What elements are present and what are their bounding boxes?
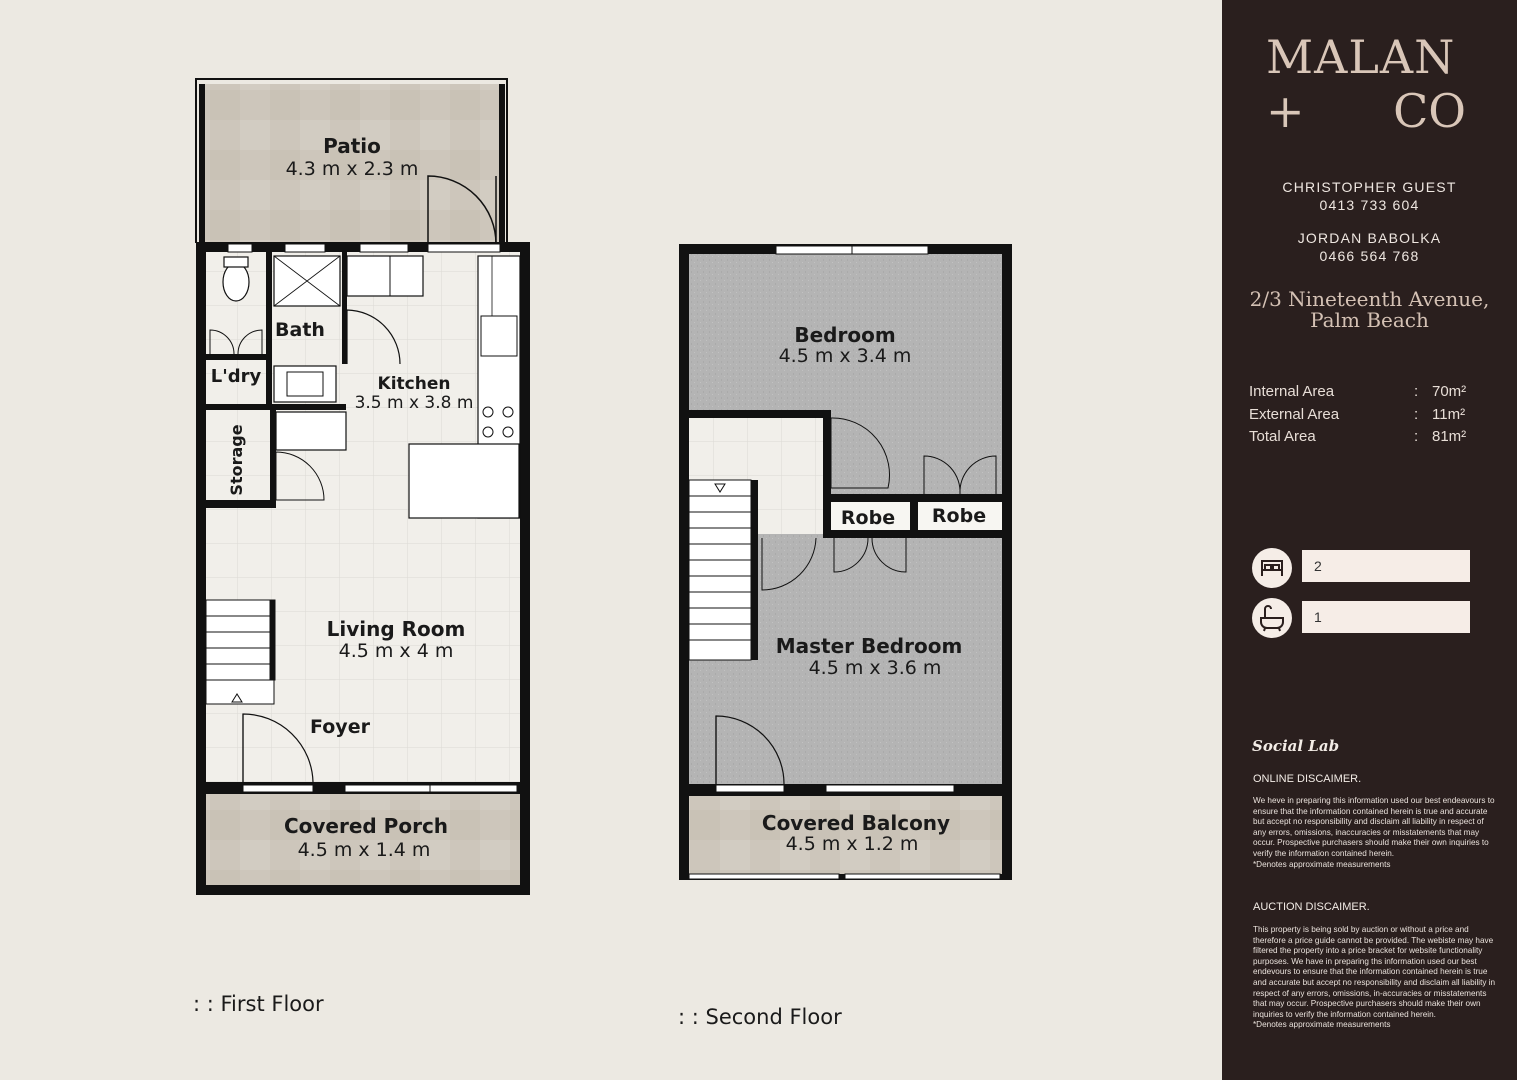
room-label-porch: Covered Porch xyxy=(283,814,449,838)
area-value: 81m² xyxy=(1432,428,1467,445)
agent-panel xyxy=(1222,0,1517,1080)
room-label-bath: Bath xyxy=(275,319,325,341)
room-label-balcony: Covered Balcony xyxy=(761,811,951,835)
disclaimer-note: *Denotes approximate measurements xyxy=(1253,859,1391,869)
area-sep: : xyxy=(1414,428,1419,445)
area-label: Total Area xyxy=(1249,428,1316,445)
agent-phone[interactable]: 0466 564 768 xyxy=(1319,248,1420,264)
room-size-kitchen: 3.5 m x 3.8 m xyxy=(354,393,474,413)
room-label-laundry: L'dry xyxy=(210,366,262,387)
area-sep: : xyxy=(1414,383,1419,400)
room-label-robe-1: Robe xyxy=(840,507,896,529)
stairs xyxy=(206,600,275,704)
room-label-robe-2: Robe xyxy=(931,505,987,527)
room-size-porch: 4.5 m x 1.4 m xyxy=(297,839,431,861)
bed-icon xyxy=(1252,548,1292,588)
agent-phone[interactable]: 0413 733 604 xyxy=(1319,197,1420,213)
room-label-bedroom: Bedroom xyxy=(794,323,896,347)
room-label-patio: Patio xyxy=(323,134,381,158)
agent-1 xyxy=(1222,178,1517,214)
area-value: 70m² xyxy=(1432,383,1467,400)
first-floor-caption: : : First Floor xyxy=(193,992,324,1016)
room-label-kitchen: Kitchen xyxy=(377,374,451,394)
agent-name: CHRISTOPHER GUEST xyxy=(1282,179,1457,195)
disclaimer-note: *Denotes approximate measurements xyxy=(1253,1020,1391,1030)
address-line-2: Palm Beach xyxy=(1310,308,1429,332)
stairs-second xyxy=(689,480,751,660)
producer-logo: Social Lab xyxy=(1252,737,1340,755)
brand-co: CO xyxy=(1393,84,1466,138)
property-address xyxy=(1222,289,1517,331)
area-sep: : xyxy=(1414,406,1419,423)
room-size-master: 4.5 m x 3.6 m xyxy=(808,657,942,679)
address-line-1: 2/3 Nineteenth Avenue, xyxy=(1249,287,1490,311)
disclaimer-body: We heve in preparing this information used our best endeavours to ensure that the information contained herein is true and accurate but accept no responsibility and disclaim all liability in respect of any errors, omissions, inaccuracies or misstatements that may occur. Prospective purchasers should make their own inquiries to verify the information contained herein. xyxy=(1253,796,1495,858)
disclaimer-text xyxy=(1253,796,1499,870)
bath-icon xyxy=(1252,598,1292,638)
area-label: Internal Area xyxy=(1249,383,1335,400)
agent-name: JORDAN BABOLKA xyxy=(1297,230,1442,246)
room-label-foyer: Foyer xyxy=(310,716,370,738)
second-floor xyxy=(678,246,1012,1029)
room-label-storage: Storage xyxy=(227,424,246,496)
area-label: External Area xyxy=(1249,406,1340,423)
room-size-balcony: 4.5 m x 1.2 m xyxy=(785,833,919,855)
brand-plus: + xyxy=(1266,84,1305,138)
brand-logo: MALAN xyxy=(1266,30,1456,84)
second-floor-caption: : : Second Floor xyxy=(678,1005,842,1029)
room-size-patio: 4.3 m x 2.3 m xyxy=(285,158,419,180)
room-size-bedroom: 4.5 m x 3.4 m xyxy=(778,345,912,367)
bedroom-count: 2 xyxy=(1302,550,1470,582)
room-label-living: Living Room xyxy=(326,617,466,641)
first-floor xyxy=(193,79,530,1016)
disclaimer-title: AUCTION DISCAIMER. xyxy=(1253,901,1370,913)
bathroom-count: 1 xyxy=(1302,601,1470,633)
room-size-living: 4.5 m x 4 m xyxy=(338,640,454,662)
agent-2 xyxy=(1222,229,1517,265)
room-label-master: Master Bedroom xyxy=(775,634,963,658)
disclaimer-body: This property is being sold by auction or without a price and therefore a price guide cannot be provided. The webiste may have filtered the property into a price bracket for website functionality purposes. We have in preparing ths information used our best endevours to ensure that the information contained herein is true and accurate but accept no responsibility and disclaim all liability in respect of any errors, omissions, in-accuracies or misstatements that may occur. Prospective purchasers should make their own inquiries to verify the information contained herein. xyxy=(1253,925,1496,1019)
area-value: 11m² xyxy=(1432,406,1466,423)
disclaimer-text xyxy=(1253,925,1499,1031)
disclaimer-title: ONLINE DISCAIMER. xyxy=(1253,773,1362,785)
